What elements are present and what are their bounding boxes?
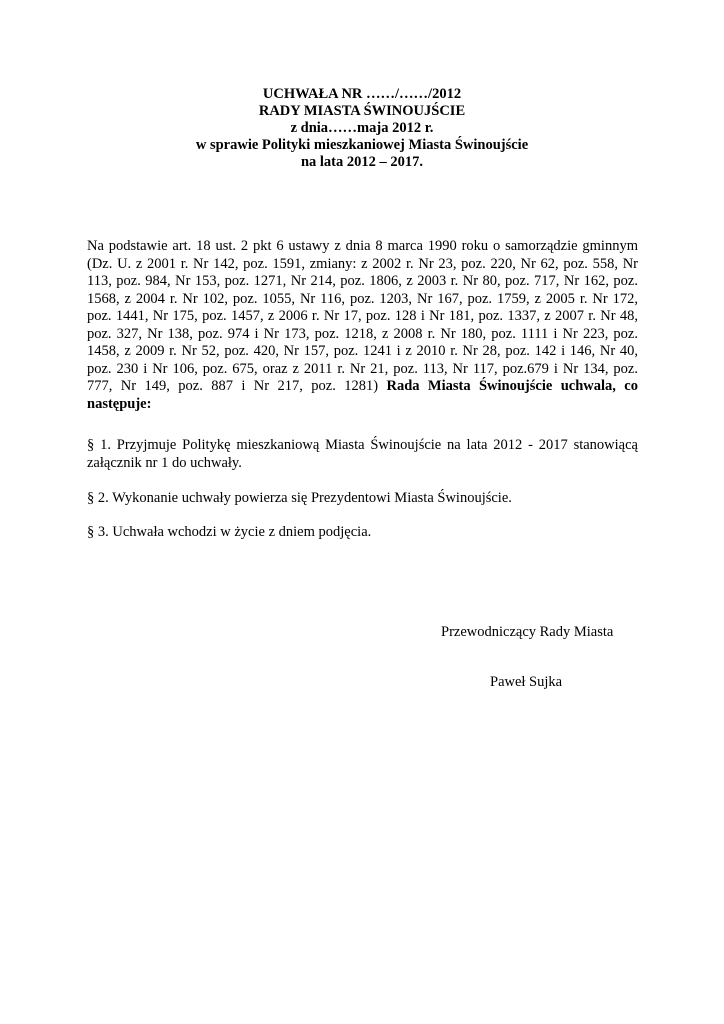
council-name: RADY MIASTA ŚWINOUJŚCIE [258,103,466,119]
section-3: § 3. Uchwała wchodzi w życie z dniem podjęcia. [87,524,372,540]
legal-basis-text: Na podstawie art. 18 ust. 2 pkt 6 ustawy z dnia 8 marca 1990 roku o samorządzie gminnym (Dz. U. z 2001 r. Nr 142, poz. 1591, zmiany: z 2002 r. Nr 23, poz. 220, Nr 62, poz. 558, Nr 113, poz. 984, Nr 153, poz. 1271, Nr 214, poz. 1806, z 2003 r. Nr 80, poz. 717, Nr 162, poz. 1568, z 2004 r. Nr 102, poz. 1055, Nr 116, poz. 1203, Nr 167, poz. 1759, z 2005 r. Nr 172, poz. 1441, Nr 175, poz. 1457, z 2006 r. Nr 17, poz. 128 i Nr 181, poz. 1337, z 2007 r. Nr 48, poz. 327, Nr 138, poz. 974 i Nr 173, poz. 1218, z 2008 r. Nr 180, poz. 1111 i Nr 223, poz. 1458, z 2009 r. Nr 52, poz. 420, Nr 157, poz. 1241 i z 2010 r. Nr 28, poz. 142 i 146, Nr 40, poz. 230 i Nr 106, poz. 675, oraz z 2011 r. Nr 21, poz. 113, Nr 117, poz.679 i Nr 134, poz. 777, Nr 149, poz. 887 i Nr 217, poz. 1281) [87,238,638,394]
section-1: § 1. Przyjmuje Politykę mieszkaniową Miasta Świnoujście na lata 2012 - 2017 stanowiącą załącznik nr 1 do uchwały. [87,437,638,471]
signatory-name: Paweł Sujka [490,674,563,690]
signatory-title: Przewodniczący Rady Miasta [441,624,614,640]
resolution-period: na lata 2012 – 2017. [300,154,424,170]
section-2: § 2. Wykonanie uchwały powierza się Prezydentowi Miasta Świnoujście. [87,490,512,506]
resolution-number: UCHWAŁA NR ……/……/2012 [262,86,462,102]
resolution-header [0,86,724,171]
legal-basis-paragraph [87,238,638,413]
enacting-clause: Rada Miasta Świnoujście uchwala, co następuje: [87,378,638,412]
resolution-date: z dnia……maja 2012 r. [290,120,434,136]
resolution-subject: w sprawie Polityki mieszkaniowej Miasta Świnoujście [195,137,529,153]
